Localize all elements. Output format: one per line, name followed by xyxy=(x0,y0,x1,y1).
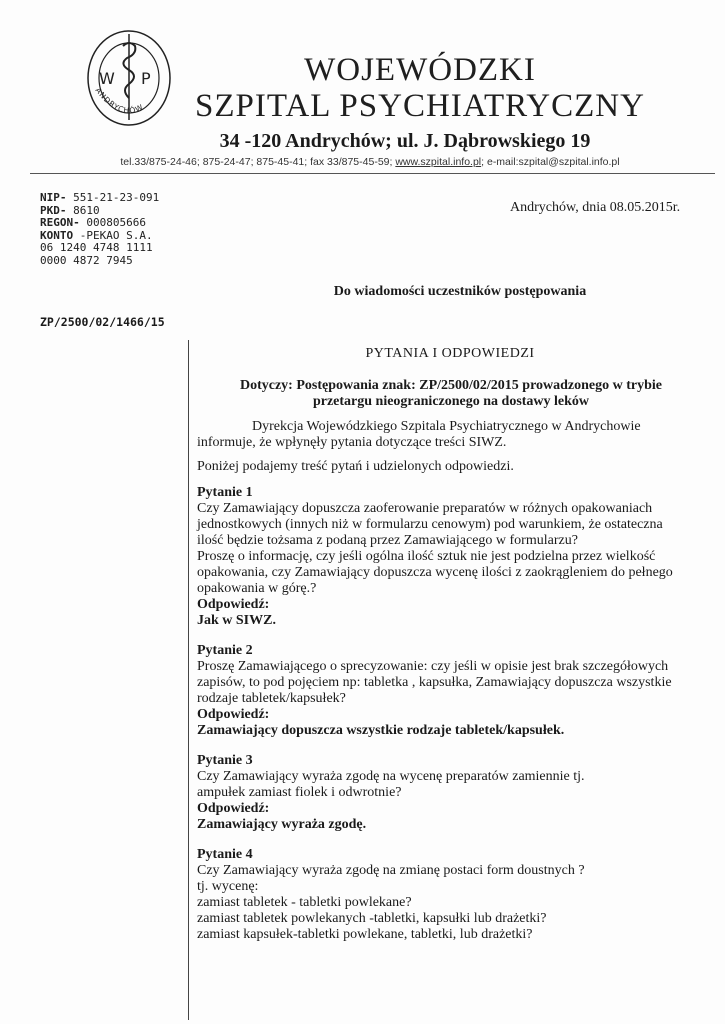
question-text-line: Czy Zamawiający dopuszcza zaoferowanie preparatów w różnych opakowaniach xyxy=(197,501,653,516)
question-text-line: opakowania, czy Zamawiający dopuszcza wycenę ilości z zaokrągleniem do pełnego xyxy=(197,565,673,580)
nip-value: 551-21-23-091 xyxy=(66,191,160,204)
intro-paragraph xyxy=(197,419,705,435)
answer-label: Odpowiedź: xyxy=(197,801,270,816)
notice-heading: Do wiadomości uczestników postępowania xyxy=(333,284,587,299)
question-block xyxy=(197,847,705,943)
section-title: PYTANIA I ODPOWIEDZI xyxy=(365,346,535,361)
dotyczy-block xyxy=(197,378,705,410)
hospital-title-line1: WOJEWÓDZKI xyxy=(304,52,536,88)
hospital-contact xyxy=(40,156,700,168)
question-text-line: Proszę Zamawiającego o sprecyzowanie: czy jeśli w opisie jest brak szczegółowych xyxy=(197,659,669,674)
answer-text: Zamawiający wyraża zgodę. xyxy=(197,817,367,832)
date-line: Andrychów, dnia 08.05.2015r. xyxy=(510,200,681,215)
regon-label: REGON- xyxy=(40,216,80,229)
question-block xyxy=(197,485,705,629)
intro-line3: Poniżej podajemy treść pytań i udzielonych odpowiedzi. xyxy=(197,459,514,474)
website-link[interactable]: www.szpital.info.pl xyxy=(395,156,482,168)
intro-line2: informuje, że wpłynęły pytania dotyczące treści SIWZ. xyxy=(197,435,507,450)
answer-text: Jak w SIWZ. xyxy=(197,613,276,628)
konto-label: KONTO xyxy=(40,228,74,242)
hospital-address: 34 -120 Andrychów; ul. J. Dąbrowskiego 19 xyxy=(219,130,591,152)
hospital-logo xyxy=(85,28,173,128)
answer-label: Odpowiedź: xyxy=(197,707,270,722)
reference-number: ZP/2500/02/1466/15 xyxy=(40,315,165,329)
logo-ring-text: ANDRYCHÓW xyxy=(93,85,146,116)
question-text-line: ampułek zamiast fiolek i odwrotnie? xyxy=(197,785,402,800)
question-text-line: opakowania w górę.? xyxy=(197,581,317,596)
question-text-line: rodzaje tabletek/kapsułek? xyxy=(197,691,346,706)
konto-value: -PEKAO S.A. xyxy=(73,228,153,242)
question-text-line: zamiast kapsułek-tabletki powlekane, tabletki, lub drażetki? xyxy=(197,927,533,942)
regon-value: 000805666 xyxy=(79,216,146,229)
question-title: Pytanie 1 xyxy=(197,485,253,500)
question-text-line: zamiast tabletek - tabletki powlekane? xyxy=(197,895,412,910)
pkd-label: PKD- xyxy=(40,203,67,217)
account-line2: 0000 4872 7945 xyxy=(40,253,133,267)
question-block xyxy=(197,643,705,739)
logo-letter-p: P xyxy=(141,69,151,88)
nip-label: NIP- xyxy=(40,191,67,204)
question-title: Pytanie 4 xyxy=(197,847,253,862)
answer-label: Odpowiedź: xyxy=(197,597,270,612)
question-text-line: Proszę o informację, czy jeśli ogólna ilość sztuk nie jest podzielna przez wielkość xyxy=(197,549,656,564)
question-text-line: Czy Zamawiający wyraża zgodę na zmianę postaci form doustnych ? xyxy=(197,863,585,878)
answer-text: Zamawiający dopuszcza wszystkie rodzaje tabletek/kapsułek. xyxy=(197,723,565,738)
question-text-line: zamiast tabletek powlekanych -tabletki, kapsułki lub drażetki? xyxy=(197,911,547,926)
dotyczy-line2: przetargu nieograniczonego na dostawy leków xyxy=(312,394,590,409)
question-text-line: Czy Zamawiający wyraża zgodę na wycenę preparatów zamiennie tj. xyxy=(197,769,585,784)
svg-text:ANDRYCHÓW xyxy=(94,86,146,115)
contact-email: ; e-mail:szpital@szpital.info.pl xyxy=(481,156,620,168)
question-block xyxy=(197,753,705,833)
header-divider xyxy=(30,173,715,174)
question-text-line: jednostkowych (innych niż w formularzu cenowym) pod warunkiem, że ostateczna xyxy=(197,517,663,532)
logo-letter-w: W xyxy=(99,69,115,88)
question-text-line: zapisów, to pod pojęciem np: tabletka , kapsułka, Zamawiający dopuszcza wszystkie xyxy=(197,675,672,690)
left-margin-rule xyxy=(188,340,189,1020)
question-text-line: ilość będzie tożsama z podaną przez Zamawiającego w formularzu? xyxy=(197,533,578,548)
hospital-title-line2: SZPITAL PSYCHIATRYCZNY xyxy=(195,88,645,124)
pkd-value: 8610 xyxy=(66,203,100,217)
question-title: Pytanie 2 xyxy=(197,643,253,658)
dotyczy-line1: Dotyczy: Postępowania znak: ZP/2500/02/2015 prowadzonego w trybie xyxy=(239,378,663,393)
question-text-line: tj. wycenę: xyxy=(197,879,259,894)
main-content xyxy=(197,378,705,943)
company-info xyxy=(40,192,159,267)
contact-phones: tel.33/875-24-46; 875-24-47; 875-45-41; fax 33/875-45-59; xyxy=(120,156,396,168)
question-title: Pytanie 3 xyxy=(197,753,253,768)
intro-line1: Dyrekcja Wojewódzkiego Szpitala Psychiatrycznego w Andrychowie xyxy=(252,419,641,434)
account-line1: 06 1240 4748 1111 xyxy=(40,241,153,254)
